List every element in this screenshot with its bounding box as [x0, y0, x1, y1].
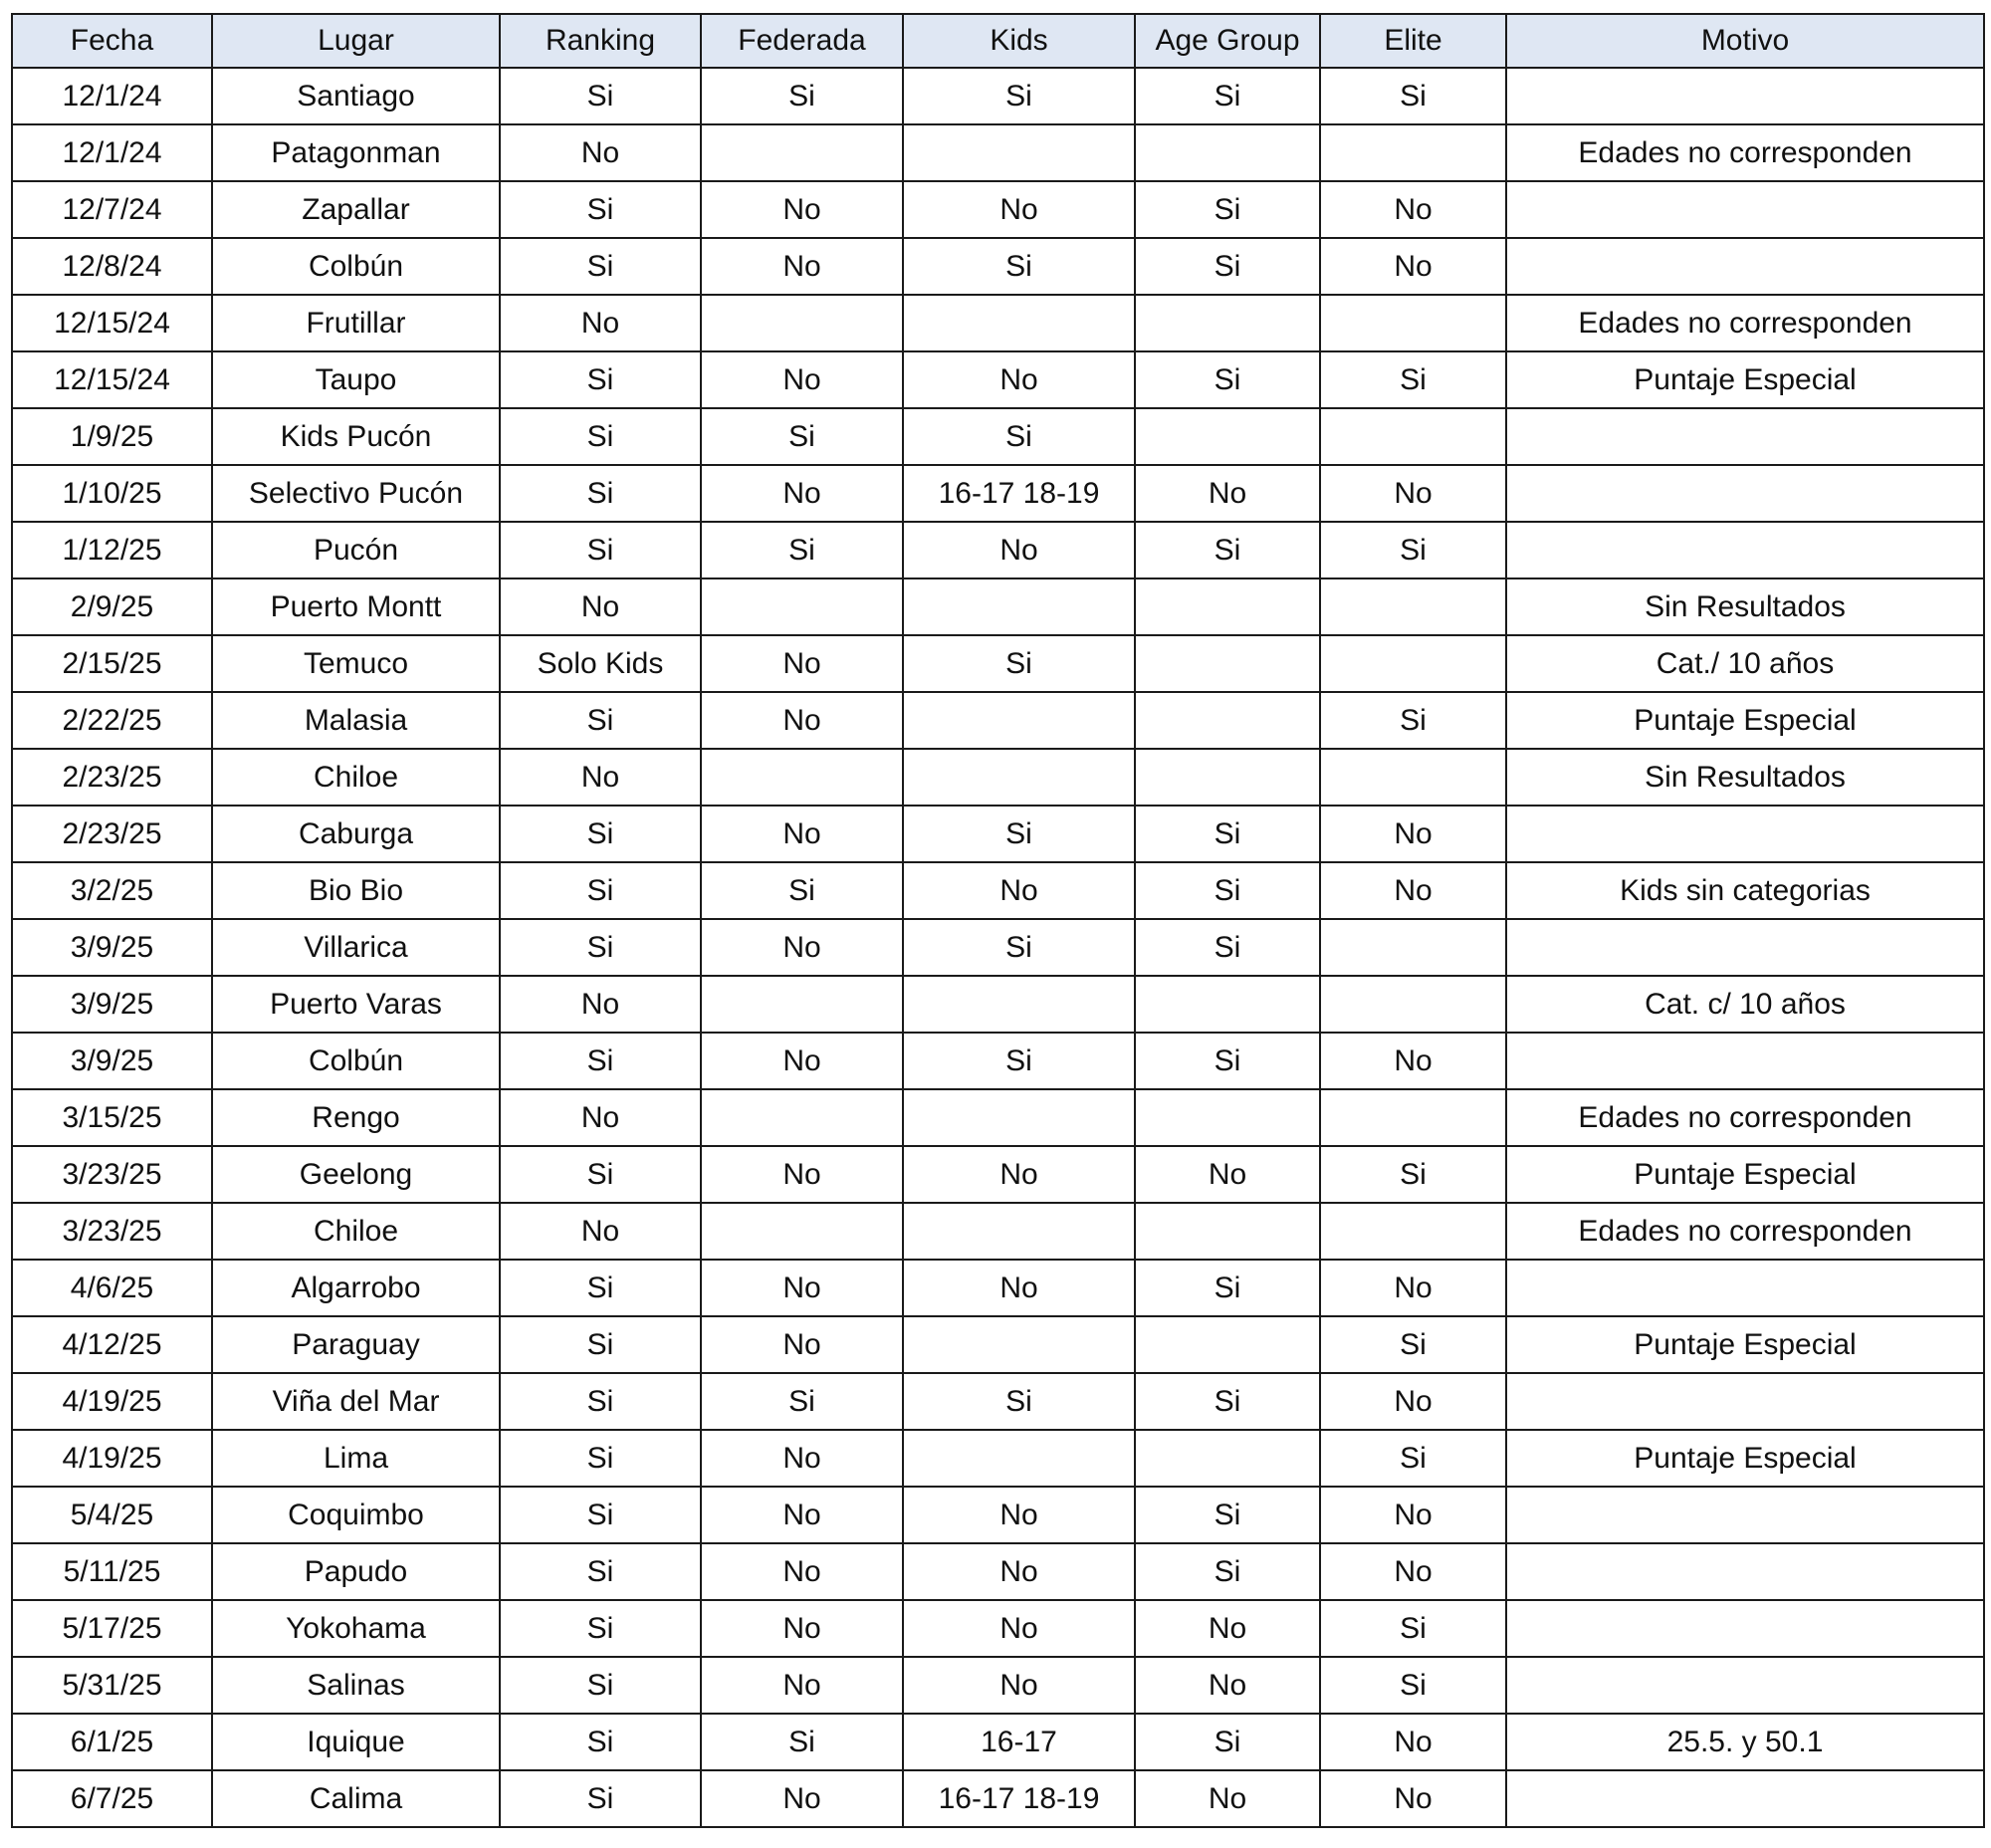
cell-kids[interactable]: No — [903, 351, 1135, 408]
cell-federada[interactable] — [701, 1203, 903, 1260]
cell-fecha[interactable]: 4/19/25 — [12, 1430, 212, 1487]
table-row — [12, 124, 1984, 181]
cell-elite[interactable]: No — [1320, 1373, 1506, 1430]
cell-lugar[interactable]: Yokohama — [212, 1600, 500, 1657]
cell-age-group[interactable]: Si — [1135, 1373, 1320, 1430]
cell-elite[interactable] — [1320, 1089, 1506, 1146]
cell-lugar[interactable]: Pucón — [212, 522, 500, 578]
cell-motivo[interactable]: Sin Resultados — [1506, 578, 1984, 635]
cell-kids[interactable] — [903, 692, 1135, 749]
cell-federada[interactable]: No — [701, 1487, 903, 1543]
cell-motivo[interactable]: 25.5. y 50.1 — [1506, 1714, 1984, 1770]
table-row — [12, 1600, 1984, 1657]
table-row — [12, 351, 1984, 408]
cell-ranking[interactable]: Si — [500, 408, 701, 465]
cell-kids[interactable]: 16-17 18-19 — [903, 465, 1135, 522]
header-federada[interactable]: Federada — [701, 14, 903, 68]
cell-kids[interactable] — [903, 976, 1135, 1033]
table-row — [12, 692, 1984, 749]
cell-elite[interactable]: No — [1320, 465, 1506, 522]
cell-federada[interactable]: No — [701, 1657, 903, 1714]
cell-federada[interactable]: Si — [701, 522, 903, 578]
cell-lugar[interactable]: Paraguay — [212, 1316, 500, 1373]
cell-age-group[interactable]: Si — [1135, 68, 1320, 124]
table-row — [12, 1203, 1984, 1260]
cell-ranking[interactable]: Si — [500, 465, 701, 522]
table-row — [12, 749, 1984, 806]
table-row — [12, 1657, 1984, 1714]
cell-ranking[interactable]: Si — [500, 522, 701, 578]
cell-ranking[interactable]: Solo Kids — [500, 635, 701, 692]
cell-age-group[interactable]: Si — [1135, 1714, 1320, 1770]
cell-fecha[interactable]: 12/1/24 — [12, 124, 212, 181]
cell-federada[interactable]: No — [701, 1146, 903, 1203]
cell-age-group[interactable] — [1135, 124, 1320, 181]
cell-elite[interactable]: No — [1320, 1543, 1506, 1600]
cell-motivo[interactable]: Sin Resultados — [1506, 749, 1984, 806]
events-table — [11, 13, 1985, 1828]
cell-age-group[interactable] — [1135, 295, 1320, 351]
cell-lugar[interactable]: Iquique — [212, 1714, 500, 1770]
table-row — [12, 1316, 1984, 1373]
cell-ranking[interactable]: Si — [500, 1714, 701, 1770]
cell-motivo[interactable]: Cat./ 10 años — [1506, 635, 1984, 692]
cell-age-group[interactable]: No — [1135, 1770, 1320, 1827]
cell-ranking[interactable]: Si — [500, 1657, 701, 1714]
cell-lugar[interactable]: Frutillar — [212, 295, 500, 351]
cell-kids[interactable]: Si — [903, 1373, 1135, 1430]
cell-ranking[interactable]: Si — [500, 351, 701, 408]
cell-motivo[interactable]: Edades no corresponden — [1506, 295, 1984, 351]
table-row — [12, 181, 1984, 238]
cell-federada[interactable]: No — [701, 806, 903, 862]
cell-lugar[interactable]: Colbún — [212, 238, 500, 295]
cell-ranking[interactable]: Si — [500, 181, 701, 238]
cell-elite[interactable]: Si — [1320, 1430, 1506, 1487]
cell-kids[interactable]: No — [903, 1260, 1135, 1316]
cell-motivo[interactable] — [1506, 919, 1984, 976]
cell-age-group[interactable]: Si — [1135, 351, 1320, 408]
cell-fecha[interactable]: 6/1/25 — [12, 1714, 212, 1770]
cell-federada[interactable]: No — [701, 635, 903, 692]
cell-federada[interactable]: Si — [701, 68, 903, 124]
cell-age-group[interactable] — [1135, 578, 1320, 635]
cell-elite[interactable]: Si — [1320, 522, 1506, 578]
cell-kids[interactable]: Si — [903, 1033, 1135, 1089]
cell-motivo[interactable]: Puntaje Especial — [1506, 1316, 1984, 1373]
cell-fecha[interactable]: 5/17/25 — [12, 1600, 212, 1657]
cell-kids[interactable] — [903, 1089, 1135, 1146]
cell-motivo[interactable]: Kids sin categorias — [1506, 862, 1984, 919]
cell-lugar[interactable]: Chiloe — [212, 1203, 500, 1260]
cell-age-group[interactable] — [1135, 976, 1320, 1033]
table-row — [12, 408, 1984, 465]
cell-kids[interactable]: No — [903, 1543, 1135, 1600]
table-row — [12, 635, 1984, 692]
cell-motivo[interactable]: Cat. c/ 10 años — [1506, 976, 1984, 1033]
table-row — [12, 919, 1984, 976]
cell-kids[interactable]: No — [903, 1146, 1135, 1203]
table-row — [12, 1146, 1984, 1203]
cell-age-group[interactable]: Si — [1135, 862, 1320, 919]
table-row — [12, 295, 1984, 351]
table-row — [12, 522, 1984, 578]
cell-lugar[interactable]: Salinas — [212, 1657, 500, 1714]
cell-lugar[interactable]: Coquimbo — [212, 1487, 500, 1543]
cell-elite[interactable]: No — [1320, 1714, 1506, 1770]
cell-age-group[interactable] — [1135, 1203, 1320, 1260]
cell-lugar[interactable]: Selectivo Pucón — [212, 465, 500, 522]
cell-ranking[interactable]: Si — [500, 68, 701, 124]
cell-age-group[interactable]: Si — [1135, 1543, 1320, 1600]
cell-fecha[interactable]: 1/10/25 — [12, 465, 212, 522]
cell-elite[interactable]: No — [1320, 1770, 1506, 1827]
cell-age-group[interactable] — [1135, 692, 1320, 749]
cell-lugar[interactable]: Bio Bio — [212, 862, 500, 919]
cell-kids[interactable]: No — [903, 862, 1135, 919]
cell-elite[interactable] — [1320, 124, 1506, 181]
cell-elite[interactable]: No — [1320, 1260, 1506, 1316]
table-row — [12, 806, 1984, 862]
cell-elite[interactable]: Si — [1320, 1600, 1506, 1657]
cell-kids[interactable]: Si — [903, 408, 1135, 465]
cell-federada[interactable]: Si — [701, 1714, 903, 1770]
table-row — [12, 1430, 1984, 1487]
cell-kids[interactable]: No — [903, 522, 1135, 578]
cell-fecha[interactable]: 3/9/25 — [12, 919, 212, 976]
cell-age-group[interactable] — [1135, 635, 1320, 692]
cell-fecha[interactable]: 1/12/25 — [12, 522, 212, 578]
cell-age-group[interactable]: Si — [1135, 919, 1320, 976]
cell-lugar[interactable]: Colbún — [212, 1033, 500, 1089]
cell-kids[interactable]: 16-17 — [903, 1714, 1135, 1770]
cell-lugar[interactable]: Geelong — [212, 1146, 500, 1203]
table-row — [12, 1543, 1984, 1600]
cell-ranking[interactable]: Si — [500, 1033, 701, 1089]
cell-kids[interactable]: No — [903, 1487, 1135, 1543]
cell-age-group[interactable]: No — [1135, 1600, 1320, 1657]
cell-motivo[interactable]: Puntaje Especial — [1506, 351, 1984, 408]
cell-kids[interactable]: No — [903, 181, 1135, 238]
cell-age-group[interactable]: Si — [1135, 1033, 1320, 1089]
header-ranking[interactable]: Ranking — [500, 14, 701, 68]
cell-motivo[interactable]: Puntaje Especial — [1506, 692, 1984, 749]
cell-federada[interactable]: No — [701, 1260, 903, 1316]
cell-federada[interactable] — [701, 578, 903, 635]
cell-motivo[interactable] — [1506, 522, 1984, 578]
cell-motivo[interactable] — [1506, 1770, 1984, 1827]
cell-lugar[interactable]: Chiloe — [212, 749, 500, 806]
cell-ranking[interactable]: Si — [500, 238, 701, 295]
table-row — [12, 68, 1984, 124]
cell-kids[interactable] — [903, 1316, 1135, 1373]
cell-federada[interactable]: No — [701, 351, 903, 408]
cell-fecha[interactable]: 4/12/25 — [12, 1316, 212, 1373]
cell-motivo[interactable] — [1506, 1260, 1984, 1316]
cell-fecha[interactable]: 3/2/25 — [12, 862, 212, 919]
cell-fecha[interactable]: 12/7/24 — [12, 181, 212, 238]
cell-fecha[interactable]: 2/23/25 — [12, 749, 212, 806]
cell-motivo[interactable] — [1506, 465, 1984, 522]
cell-elite[interactable]: No — [1320, 1033, 1506, 1089]
cell-fecha[interactable]: 3/15/25 — [12, 1089, 212, 1146]
cell-kids[interactable]: Si — [903, 919, 1135, 976]
cell-fecha[interactable]: 5/4/25 — [12, 1487, 212, 1543]
cell-fecha[interactable]: 2/23/25 — [12, 806, 212, 862]
cell-lugar[interactable]: Caburga — [212, 806, 500, 862]
cell-federada[interactable] — [701, 124, 903, 181]
cell-motivo[interactable] — [1506, 181, 1984, 238]
cell-age-group[interactable] — [1135, 1089, 1320, 1146]
cell-motivo[interactable]: Puntaje Especial — [1506, 1430, 1984, 1487]
header-age-group[interactable]: Age Group — [1135, 14, 1320, 68]
cell-federada[interactable]: No — [701, 919, 903, 976]
cell-federada[interactable]: Si — [701, 862, 903, 919]
cell-kids[interactable] — [903, 749, 1135, 806]
cell-elite[interactable]: Si — [1320, 1146, 1506, 1203]
cell-elite[interactable] — [1320, 919, 1506, 976]
header-lugar[interactable]: Lugar — [212, 14, 500, 68]
cell-motivo[interactable] — [1506, 1543, 1984, 1600]
cell-fecha[interactable]: 2/15/25 — [12, 635, 212, 692]
header-elite[interactable]: Elite — [1320, 14, 1506, 68]
cell-lugar[interactable]: Temuco — [212, 635, 500, 692]
cell-kids[interactable] — [903, 1430, 1135, 1487]
cell-motivo[interactable] — [1506, 238, 1984, 295]
cell-ranking[interactable]: Si — [500, 806, 701, 862]
cell-kids[interactable] — [903, 1203, 1135, 1260]
cell-fecha[interactable]: 4/19/25 — [12, 1373, 212, 1430]
cell-federada[interactable]: No — [701, 238, 903, 295]
cell-fecha[interactable]: 5/31/25 — [12, 1657, 212, 1714]
cell-kids[interactable]: No — [903, 1657, 1135, 1714]
header-fecha[interactable]: Fecha — [12, 14, 212, 68]
cell-age-group[interactable]: Si — [1135, 1260, 1320, 1316]
cell-elite[interactable] — [1320, 1203, 1506, 1260]
cell-ranking[interactable]: No — [500, 295, 701, 351]
cell-fecha[interactable]: 6/7/25 — [12, 1770, 212, 1827]
cell-ranking[interactable]: Si — [500, 1260, 701, 1316]
cell-lugar[interactable]: Algarrobo — [212, 1260, 500, 1316]
cell-age-group[interactable] — [1135, 1316, 1320, 1373]
cell-federada[interactable] — [701, 1089, 903, 1146]
cell-federada[interactable] — [701, 976, 903, 1033]
cell-kids[interactable] — [903, 578, 1135, 635]
cell-elite[interactable]: No — [1320, 862, 1506, 919]
cell-elite[interactable] — [1320, 976, 1506, 1033]
cell-ranking[interactable]: Si — [500, 1600, 701, 1657]
cell-ranking[interactable]: Si — [500, 1316, 701, 1373]
cell-fecha[interactable]: 12/15/24 — [12, 351, 212, 408]
cell-elite[interactable] — [1320, 635, 1506, 692]
cell-fecha[interactable]: 2/22/25 — [12, 692, 212, 749]
cell-lugar[interactable]: Puerto Varas — [212, 976, 500, 1033]
cell-ranking[interactable]: Si — [500, 1487, 701, 1543]
table-row — [12, 976, 1984, 1033]
cell-kids[interactable]: No — [903, 1600, 1135, 1657]
cell-fecha[interactable]: 5/11/25 — [12, 1543, 212, 1600]
cell-lugar[interactable]: Puerto Montt — [212, 578, 500, 635]
cell-elite[interactable]: Si — [1320, 1657, 1506, 1714]
cell-motivo[interactable]: Edades no corresponden — [1506, 1089, 1984, 1146]
cell-federada[interactable]: No — [701, 465, 903, 522]
cell-elite[interactable]: Si — [1320, 351, 1506, 408]
cell-elite[interactable] — [1320, 295, 1506, 351]
cell-motivo[interactable] — [1506, 1033, 1984, 1089]
cell-federada[interactable] — [701, 749, 903, 806]
cell-federada[interactable]: No — [701, 1770, 903, 1827]
table-body — [12, 68, 1984, 1827]
cell-age-group[interactable] — [1135, 1430, 1320, 1487]
table-row — [12, 1487, 1984, 1543]
table-row — [12, 862, 1984, 919]
table-row — [12, 1089, 1984, 1146]
cell-fecha[interactable]: 12/1/24 — [12, 68, 212, 124]
cell-motivo[interactable] — [1506, 1373, 1984, 1430]
cell-ranking[interactable]: Si — [500, 1373, 701, 1430]
table-row — [12, 238, 1984, 295]
cell-lugar[interactable]: Patagonman — [212, 124, 500, 181]
cell-elite[interactable]: Si — [1320, 1316, 1506, 1373]
cell-motivo[interactable] — [1506, 806, 1984, 862]
cell-federada[interactable] — [701, 295, 903, 351]
cell-lugar[interactable]: Zapallar — [212, 181, 500, 238]
cell-fecha[interactable]: 12/8/24 — [12, 238, 212, 295]
cell-lugar[interactable]: Villarica — [212, 919, 500, 976]
cell-age-group[interactable]: Si — [1135, 522, 1320, 578]
cell-federada[interactable]: No — [701, 181, 903, 238]
cell-federada[interactable]: No — [701, 1543, 903, 1600]
table-row — [12, 1373, 1984, 1430]
cell-lugar[interactable]: Santiago — [212, 68, 500, 124]
cell-ranking[interactable]: Si — [500, 1430, 701, 1487]
cell-kids[interactable]: Si — [903, 635, 1135, 692]
cell-age-group[interactable]: No — [1135, 1657, 1320, 1714]
cell-ranking[interactable]: No — [500, 124, 701, 181]
cell-elite[interactable] — [1320, 578, 1506, 635]
table-row — [12, 1770, 1984, 1827]
cell-motivo[interactable] — [1506, 68, 1984, 124]
cell-lugar[interactable]: Malasia — [212, 692, 500, 749]
cell-age-group[interactable]: Si — [1135, 806, 1320, 862]
table-row — [12, 465, 1984, 522]
cell-ranking[interactable]: No — [500, 578, 701, 635]
cell-lugar[interactable]: Viña del Mar — [212, 1373, 500, 1430]
cell-motivo[interactable] — [1506, 1487, 1984, 1543]
cell-kids[interactable] — [903, 124, 1135, 181]
cell-ranking[interactable]: Si — [500, 1543, 701, 1600]
cell-fecha[interactable]: 4/6/25 — [12, 1260, 212, 1316]
cell-age-group[interactable] — [1135, 749, 1320, 806]
cell-elite[interactable]: No — [1320, 1487, 1506, 1543]
cell-elite[interactable] — [1320, 749, 1506, 806]
cell-fecha[interactable]: 1/9/25 — [12, 408, 212, 465]
cell-fecha[interactable]: 3/23/25 — [12, 1203, 212, 1260]
cell-ranking[interactable]: Si — [500, 862, 701, 919]
cell-fecha[interactable]: 3/9/25 — [12, 976, 212, 1033]
cell-elite[interactable]: No — [1320, 181, 1506, 238]
cell-federada[interactable]: No — [701, 1033, 903, 1089]
cell-motivo[interactable] — [1506, 1657, 1984, 1714]
cell-ranking[interactable]: No — [500, 976, 701, 1033]
cell-age-group[interactable] — [1135, 408, 1320, 465]
cell-kids[interactable]: Si — [903, 238, 1135, 295]
cell-age-group[interactable]: Si — [1135, 181, 1320, 238]
cell-lugar[interactable]: Lima — [212, 1430, 500, 1487]
cell-kids[interactable]: 16-17 18-19 — [903, 1770, 1135, 1827]
cell-elite[interactable]: Si — [1320, 68, 1506, 124]
cell-motivo[interactable]: Puntaje Especial — [1506, 1146, 1984, 1203]
cell-federada[interactable]: Si — [701, 1373, 903, 1430]
cell-motivo[interactable] — [1506, 1600, 1984, 1657]
cell-motivo[interactable]: Edades no corresponden — [1506, 124, 1984, 181]
cell-ranking[interactable]: Si — [500, 1146, 701, 1203]
cell-age-group[interactable]: No — [1135, 465, 1320, 522]
cell-federada[interactable]: Si — [701, 408, 903, 465]
table-row — [12, 1714, 1984, 1770]
cell-ranking[interactable]: Si — [500, 919, 701, 976]
cell-age-group[interactable]: No — [1135, 1146, 1320, 1203]
table-row — [12, 578, 1984, 635]
header-row — [12, 14, 1984, 68]
cell-ranking[interactable]: No — [500, 749, 701, 806]
cell-age-group[interactable]: Si — [1135, 238, 1320, 295]
cell-lugar[interactable]: Taupo — [212, 351, 500, 408]
cell-federada[interactable]: No — [701, 1316, 903, 1373]
cell-age-group[interactable]: Si — [1135, 1487, 1320, 1543]
cell-lugar[interactable]: Rengo — [212, 1089, 500, 1146]
cell-motivo[interactable]: Edades no corresponden — [1506, 1203, 1984, 1260]
cell-fecha[interactable]: 3/23/25 — [12, 1146, 212, 1203]
cell-elite[interactable]: No — [1320, 238, 1506, 295]
cell-lugar[interactable]: Papudo — [212, 1543, 500, 1600]
cell-fecha[interactable]: 3/9/25 — [12, 1033, 212, 1089]
spreadsheet — [11, 13, 1985, 1828]
cell-kids[interactable]: Si — [903, 68, 1135, 124]
table-row — [12, 1033, 1984, 1089]
table-row — [12, 1260, 1984, 1316]
cell-ranking[interactable]: No — [500, 1203, 701, 1260]
header-motivo[interactable]: Motivo — [1506, 14, 1984, 68]
cell-lugar[interactable]: Kids Pucón — [212, 408, 500, 465]
cell-elite[interactable]: No — [1320, 806, 1506, 862]
cell-ranking[interactable]: Si — [500, 1770, 701, 1827]
cell-federada[interactable]: No — [701, 1600, 903, 1657]
cell-fecha[interactable]: 12/15/24 — [12, 295, 212, 351]
cell-federada[interactable]: No — [701, 692, 903, 749]
cell-ranking[interactable]: No — [500, 1089, 701, 1146]
cell-lugar[interactable]: Calima — [212, 1770, 500, 1827]
cell-kids[interactable]: Si — [903, 806, 1135, 862]
cell-motivo[interactable] — [1506, 408, 1984, 465]
cell-kids[interactable] — [903, 295, 1135, 351]
cell-elite[interactable]: Si — [1320, 692, 1506, 749]
header-kids[interactable]: Kids — [903, 14, 1135, 68]
cell-fecha[interactable]: 2/9/25 — [12, 578, 212, 635]
cell-federada[interactable]: No — [701, 1430, 903, 1487]
cell-ranking[interactable]: Si — [500, 692, 701, 749]
cell-elite[interactable] — [1320, 408, 1506, 465]
